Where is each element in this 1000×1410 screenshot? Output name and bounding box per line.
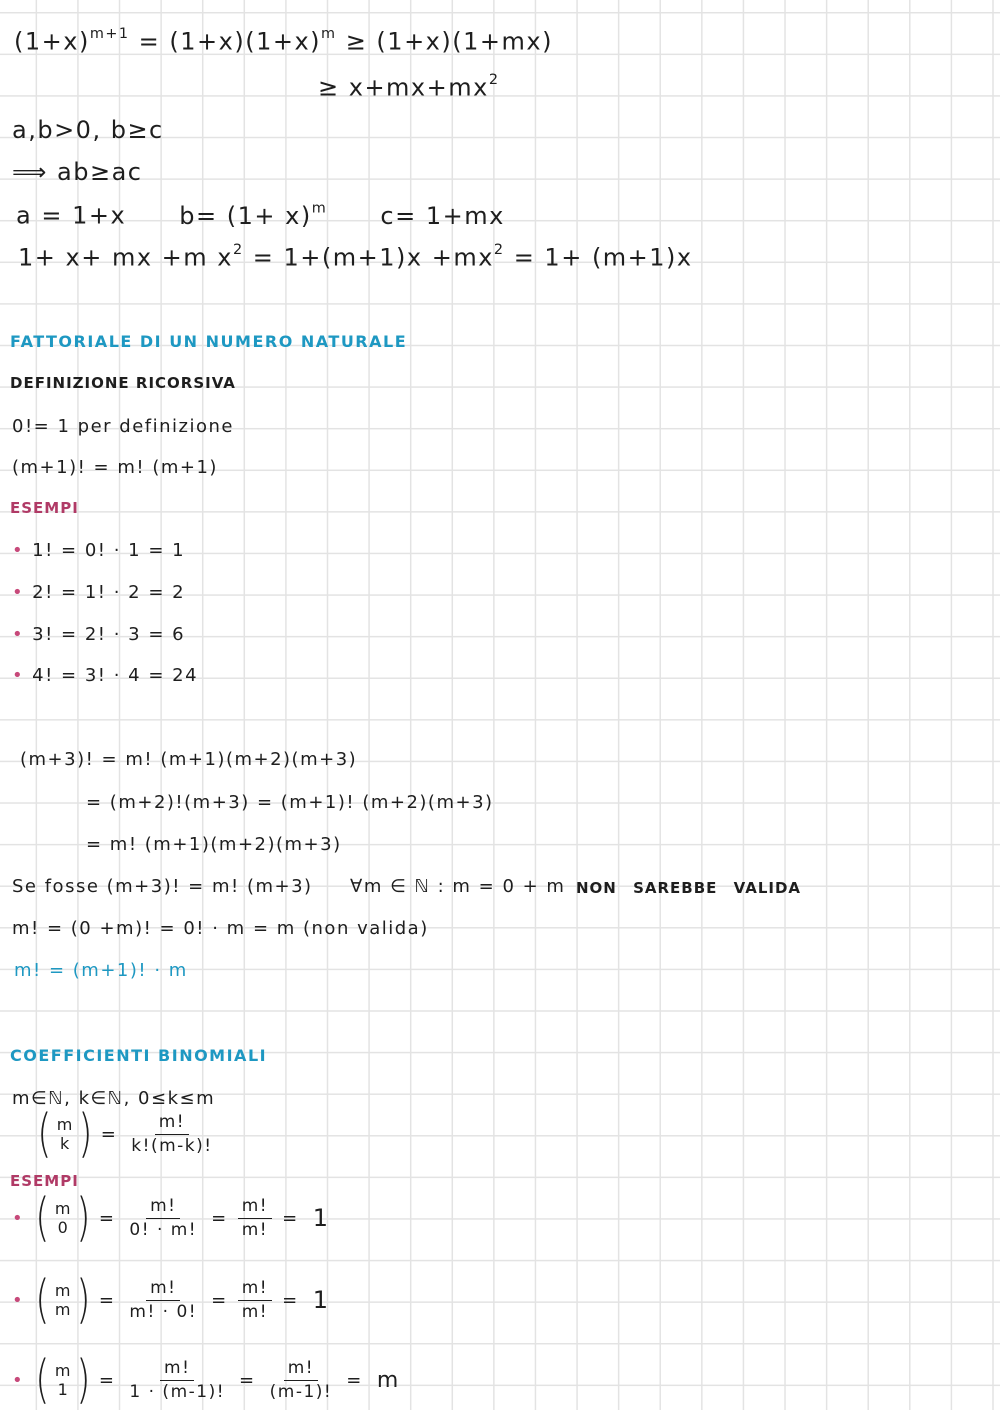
section-title-factorial: FATTORIALE DI UN NUMERO NATURALE: [10, 332, 408, 351]
numerator: m!: [284, 1357, 318, 1380]
binomial-stack: [55, 1361, 72, 1399]
induction-line-5: [16, 200, 505, 230]
example-text: 2! = 1! · 2 = 2: [32, 582, 186, 603]
exponent: 2: [232, 242, 244, 258]
expansion-line-3: = m! (m+1)(m+2)(m+3): [86, 834, 342, 855]
forall-statement: ∀m ∈ ℕ : m = 0 + m: [350, 876, 566, 897]
binomial-symbol: [32, 1350, 95, 1410]
bullet-icon: •: [12, 582, 25, 603]
result: m: [376, 1367, 400, 1393]
examples-label: ESEMPI: [10, 499, 79, 517]
exponent: 2: [493, 242, 505, 258]
equals-sign: =: [211, 1207, 228, 1229]
counterexample-hypothesis: Se fosse (m+3)! = m! (m+3): [12, 876, 313, 897]
bullet-icon: •: [12, 1369, 25, 1391]
equals-sign: =: [98, 1369, 116, 1391]
equals-sign: =: [98, 1207, 116, 1229]
expansion-line-1: (m+3)! = m! (m+1)(m+2)(m+3): [20, 749, 358, 770]
exponent: m+1: [89, 26, 130, 42]
factorial-def-2: (m+1)! = m! (m+1): [12, 457, 218, 478]
expr-base: (1+x): [14, 27, 90, 56]
var-a: a = 1+x: [16, 201, 127, 230]
expr-part: = 1+(m+1)x +mx: [243, 243, 494, 272]
equals-sign: =: [98, 1289, 116, 1311]
binomial-bottom: m: [54, 1300, 73, 1319]
factorial-conclusion: m! = (m+1)! · m: [14, 960, 188, 981]
numerator: m!: [238, 1277, 272, 1300]
binomial-bottom: k: [59, 1134, 71, 1153]
example-text: 4! = 3! · 4 = 24: [32, 665, 199, 686]
bullet-icon: •: [12, 624, 25, 645]
fraction: [125, 1357, 229, 1402]
left-paren: (: [37, 1104, 53, 1164]
binomial-symbol: [32, 1270, 95, 1330]
not-valid-label: NON SAREBBE VALIDA: [576, 879, 802, 897]
subtitle-recursive-definition: DEFINIZIONE RICORSIVA: [10, 374, 236, 392]
binomial-condition: m∈ℕ, k∈ℕ, 0≤k≤m: [12, 1088, 216, 1109]
denominator: 0! · m!: [129, 1219, 198, 1240]
factorial-example-3: [12, 624, 185, 645]
result: 1: [312, 1204, 330, 1232]
denominator: m!: [241, 1301, 269, 1322]
numerator: m!: [155, 1111, 189, 1134]
denominator: m!: [241, 1219, 269, 1240]
bullet-icon: •: [12, 1207, 25, 1229]
binomial-top: m: [54, 1360, 73, 1380]
left-paren: (: [35, 1270, 51, 1330]
binomial-examples-label: ESEMPI: [10, 1172, 79, 1190]
induction-line-6: [18, 242, 693, 272]
fraction: [125, 1195, 201, 1240]
binomial-bottom: 1: [57, 1380, 70, 1399]
binomial-stack: [55, 1281, 72, 1319]
expr-rest: = (1+x)(1+x): [129, 27, 322, 56]
var-b: [179, 202, 327, 230]
binomial-example-1: [12, 1188, 330, 1248]
numerator: m!: [238, 1195, 272, 1218]
example-text: 1! = 0! · 1 = 1: [32, 540, 186, 561]
fraction: [125, 1277, 201, 1322]
binomial-symbol: [32, 1188, 95, 1248]
numerator: m!: [160, 1357, 194, 1380]
numerator: m!: [146, 1277, 180, 1300]
equals-sign: =: [100, 1123, 118, 1145]
example-text: 3! = 2! · 3 = 6: [32, 624, 186, 645]
denominator: (m-1)!: [269, 1381, 333, 1402]
bullet-icon: •: [12, 665, 25, 686]
fraction: [238, 1195, 272, 1240]
denominator: m! · 0!: [129, 1301, 198, 1322]
exponent: m: [321, 26, 337, 42]
expr-text: ≥ x+mx+mx: [318, 73, 489, 102]
factorial-example-2: [12, 582, 185, 603]
left-paren: (: [35, 1350, 51, 1410]
factorial-def-1: 0!= 1 per definizione: [12, 416, 234, 437]
induction-line-1: [14, 26, 553, 56]
binomial-top: m: [56, 1114, 74, 1134]
binomial-stack: [55, 1199, 72, 1237]
bullet-icon: •: [12, 540, 25, 561]
binomial-symbol: [34, 1104, 97, 1164]
bullet-icon: •: [12, 1289, 25, 1311]
expansion-line-2: = (m+2)!(m+3) = (m+1)! (m+2)(m+3): [86, 792, 494, 813]
exponent: 2: [488, 72, 500, 88]
expr-part: 1+ x+ mx +m x: [18, 243, 233, 272]
binomial-stack: [57, 1115, 74, 1153]
binomial-bottom: 0: [57, 1218, 70, 1237]
numerator: m!: [146, 1195, 180, 1218]
binomial-top: m: [54, 1198, 73, 1218]
induction-line-4: ⟹ ab≥ac: [12, 158, 143, 186]
binomial-top: m: [54, 1280, 73, 1300]
equals-sign: =: [239, 1369, 256, 1391]
left-paren: (: [35, 1188, 51, 1248]
right-paren: ): [76, 1270, 92, 1330]
fraction: [266, 1357, 337, 1402]
fraction: [127, 1111, 216, 1156]
equals-sign: =: [282, 1207, 299, 1229]
equals-sign: =: [211, 1289, 228, 1311]
right-paren: ): [78, 1104, 94, 1164]
binomial-example-3: [12, 1350, 400, 1410]
fraction: [238, 1277, 272, 1322]
right-paren: ): [76, 1188, 92, 1248]
equals-sign: =: [346, 1369, 363, 1391]
var-c: c= 1+mx: [380, 201, 505, 230]
result: 1: [312, 1286, 330, 1314]
induction-line-2: [318, 72, 499, 102]
induction-line-3: a,b>0, b≥c: [12, 116, 164, 144]
counterexample-line: m! = (0 +m)! = 0! · m = m (non valida): [12, 918, 429, 939]
binomial-definition: [34, 1104, 223, 1164]
exponent: m: [311, 200, 328, 216]
factorial-example-1: [12, 540, 185, 561]
factorial-example-4: [12, 665, 198, 686]
denominator: 1 · (m-1)!: [129, 1381, 226, 1402]
section-title-binomial: COEFFICIENTI BINOMIALI: [10, 1046, 268, 1065]
equals-sign: =: [282, 1289, 299, 1311]
expr-tail: ≥ (1+x)(1+mx): [336, 27, 553, 56]
denominator: k!(m-k)!: [131, 1135, 213, 1156]
right-paren: ): [76, 1350, 92, 1410]
var-b-base: b= (1+ x): [179, 201, 312, 230]
binomial-example-2: [12, 1270, 330, 1330]
expr-part: = 1+ (m+1)x: [504, 243, 693, 272]
